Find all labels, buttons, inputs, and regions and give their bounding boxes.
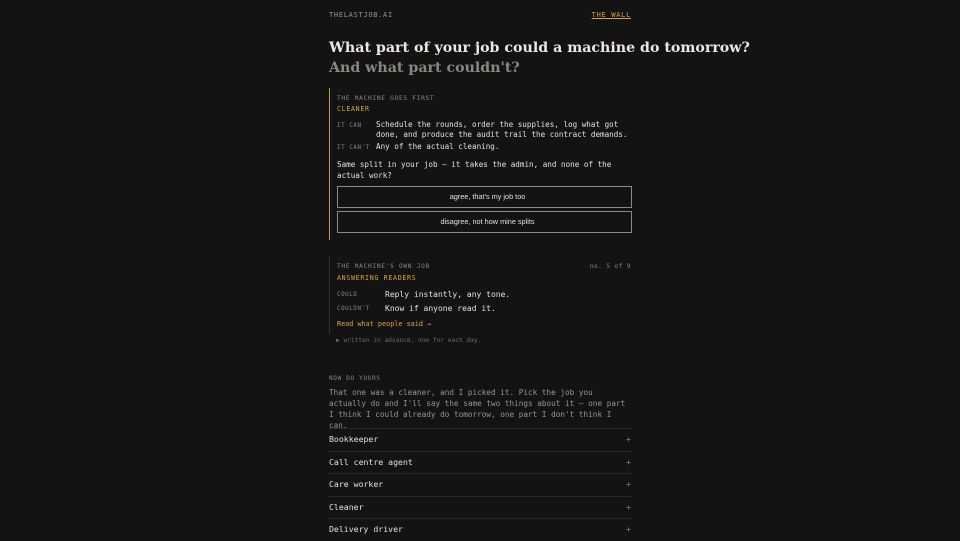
card-kicker: THE MACHINE GOES FIRST xyxy=(337,95,435,102)
expand-plus-icon: + xyxy=(626,435,631,444)
job-counter: no. 5 of 9 xyxy=(589,263,631,270)
expand-plus-icon: + xyxy=(626,457,631,467)
job-item-delivery-driver[interactable] xyxy=(329,518,631,541)
disagree-button[interactable]: disagree, not how mine splits xyxy=(337,211,632,233)
top-bar xyxy=(329,11,631,21)
machine-goes-first-card xyxy=(329,88,631,240)
job-label: Delivery driver xyxy=(329,524,403,534)
job-item-cleaner[interactable] xyxy=(329,496,631,519)
role-title: CLEANER xyxy=(337,105,370,113)
could-text: Reply instantly, any tone. xyxy=(385,290,511,299)
job-label: Cleaner xyxy=(329,501,364,512)
disclosure-triangle-icon: ▶ xyxy=(336,337,340,344)
expand-plus-icon: + xyxy=(626,502,631,512)
job-label: Care worker xyxy=(329,479,384,489)
split-question: Same split in your job — it takes the admin, and none of the actual work? xyxy=(337,160,612,180)
now-do-yours-intro: That one was a cleaner, and I picked it. Pick the job you actually do and I'll say the same two things about it — one part I think I could already do tomorrow, one part I don't think I can. xyxy=(329,388,626,430)
card-kicker: THE MACHINE'S OWN JOB xyxy=(337,263,430,270)
page-subhead: And what part couldn't? xyxy=(329,60,520,76)
role-title: ANSWERING READERS xyxy=(337,274,417,282)
page-headline: What part of your job could a machine do tomorrow? xyxy=(329,40,750,56)
site-logo[interactable]: THELASTJOB.AI xyxy=(329,11,393,19)
now-do-yours-label: NOW DO YOURS xyxy=(329,375,381,382)
disclosure-text: written in advance, one for each day. xyxy=(343,337,482,344)
read-what-people-said-link[interactable]: Read what people said → xyxy=(337,320,432,328)
expand-plus-icon: + xyxy=(626,525,631,534)
the-wall-link[interactable]: THE WALL xyxy=(591,11,631,19)
job-item-bookkeeper[interactable] xyxy=(329,428,631,451)
agree-button[interactable]: agree, that's my job too xyxy=(337,186,632,208)
it-can-label: IT CAN xyxy=(337,123,362,129)
job-label: Call centre agent xyxy=(329,456,413,467)
it-cant-label: IT CAN'T xyxy=(337,145,370,151)
it-can-text: Schedule the rounds, order the supplies, log what got done, and produce the audit trail the contract demands. xyxy=(376,120,628,139)
couldnt-text: Know if anyone read it. xyxy=(385,304,496,313)
job-label: Bookkeeper xyxy=(329,434,379,444)
job-item-call-centre-agent[interactable] xyxy=(329,451,631,474)
job-list xyxy=(329,428,631,541)
could-label: COULD xyxy=(337,292,358,298)
machine-own-job-card xyxy=(329,256,631,334)
job-item-care-worker[interactable] xyxy=(329,473,631,496)
it-cant-text: Any of the actual cleaning. xyxy=(376,142,500,151)
expand-plus-icon: + xyxy=(626,480,631,489)
written-in-advance-toggle[interactable] xyxy=(336,337,481,344)
couldnt-label: COULDN'T xyxy=(337,306,370,312)
